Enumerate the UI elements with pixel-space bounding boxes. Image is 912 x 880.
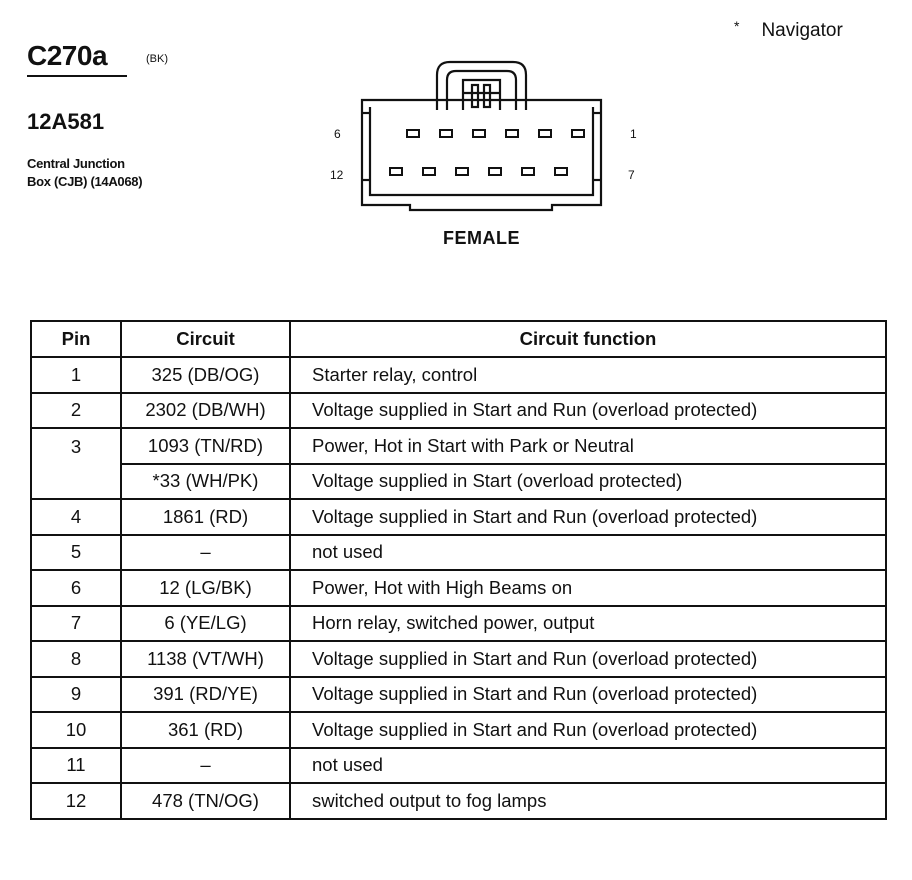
function-cell: Voltage supplied in Start (overload protected) [290, 464, 886, 500]
pin-cell: 8 [31, 641, 121, 677]
circuit-cell: *33 (WH/PK) [121, 464, 290, 500]
pin-cell: 12 [31, 783, 121, 819]
terminal-cavities [390, 130, 584, 175]
function-cell: Voltage supplied in Start and Run (overload protected) [290, 393, 886, 429]
table-row [31, 357, 886, 393]
pin-label-bottom-right: 7 [628, 168, 635, 182]
connector-location [27, 155, 142, 191]
function-cell: switched output to fog lamps [290, 783, 886, 819]
pin-cavity [407, 130, 419, 137]
circuit-cell: 478 (TN/OG) [121, 783, 290, 819]
table-row [31, 748, 886, 784]
pin-cavity [390, 168, 402, 175]
legend [734, 20, 843, 42]
pin-cell: 7 [31, 606, 121, 642]
function-cell: Power, Hot with High Beams on [290, 570, 886, 606]
title-underline [27, 75, 127, 77]
pin-label-top-left: 6 [334, 127, 341, 141]
pin-cell: 11 [31, 748, 121, 784]
column-header-circuit: Circuit [121, 321, 290, 357]
pin-cavity [423, 168, 435, 175]
pin-cavity [473, 130, 485, 137]
connector-gender-label: FEMALE [443, 228, 520, 248]
function-cell: Horn relay, switched power, output [290, 606, 886, 642]
function-cell: Voltage supplied in Start and Run (overload protected) [290, 641, 886, 677]
column-header-function: Circuit function [290, 321, 886, 357]
pin-cell: 4 [31, 499, 121, 535]
circuit-cell: – [121, 535, 290, 571]
function-cell: not used [290, 748, 886, 784]
circuit-cell: 361 (RD) [121, 712, 290, 748]
location-line-2: Box (CJB) (14A068) [27, 174, 143, 189]
function-cell: Voltage supplied in Start and Run (overload protected) [290, 677, 886, 713]
circuit-cell: 12 (LG/BK) [121, 570, 290, 606]
pin-cavity [572, 130, 584, 137]
function-cell: Voltage supplied in Start and Run (overload protected) [290, 499, 886, 535]
circuit-cell: – [121, 748, 290, 784]
function-cell: Power, Hot in Start with Park or Neutral [290, 428, 886, 464]
circuit-cell: 1093 (TN/RD) [121, 428, 290, 464]
table-row [31, 606, 886, 642]
pin-cavity [539, 130, 551, 137]
table-row [31, 499, 886, 535]
legend-marker: * [734, 18, 740, 34]
pin-cell: 5 [31, 535, 121, 571]
pin-cell: 1 [31, 357, 121, 393]
table-row [31, 535, 886, 571]
pin-cavity [555, 168, 567, 175]
circuit-cell: 6 (YE/LG) [121, 606, 290, 642]
column-header-pin: Pin [31, 321, 121, 357]
pin-label-bottom-left: 12 [330, 168, 344, 182]
circuit-cell: 391 (RD/YE) [121, 677, 290, 713]
circuit-cell: 1138 (VT/WH) [121, 641, 290, 677]
circuit-cell: 2302 (DB/WH) [121, 393, 290, 429]
pin-cavity [440, 130, 452, 137]
table-row [31, 641, 886, 677]
table-row [31, 393, 886, 429]
pinout-table [30, 320, 887, 820]
connector-id: C270a [27, 40, 108, 71]
circuit-cell: 1861 (RD) [121, 499, 290, 535]
location-line-1: Central Junction [27, 156, 125, 171]
connector-color-code: (BK) [146, 53, 168, 65]
part-number: 12A581 [27, 109, 105, 134]
pin-label-top-right: 1 [630, 127, 637, 141]
pin-cell: 6 [31, 570, 121, 606]
pin-cell: 10 [31, 712, 121, 748]
pin-cavity [522, 168, 534, 175]
pin-cell: 2 [31, 393, 121, 429]
table-row [31, 570, 886, 606]
table-row [31, 428, 886, 464]
table-row [31, 783, 886, 819]
connector-face-diagram [320, 55, 660, 225]
pin-cavity [456, 168, 468, 175]
table-row [31, 677, 886, 713]
function-cell: Voltage supplied in Start and Run (overload protected) [290, 712, 886, 748]
table-row [31, 712, 886, 748]
pin-cavity [506, 130, 518, 137]
circuit-cell: 325 (DB/OG) [121, 357, 290, 393]
function-cell: not used [290, 535, 886, 571]
table-row [31, 464, 886, 500]
table-header-row [31, 321, 886, 357]
pin-cell: 3 [31, 428, 121, 499]
pin-cavity [489, 168, 501, 175]
function-cell: Starter relay, control [290, 357, 886, 393]
legend-text: Navigator [761, 20, 843, 41]
pin-cell: 9 [31, 677, 121, 713]
